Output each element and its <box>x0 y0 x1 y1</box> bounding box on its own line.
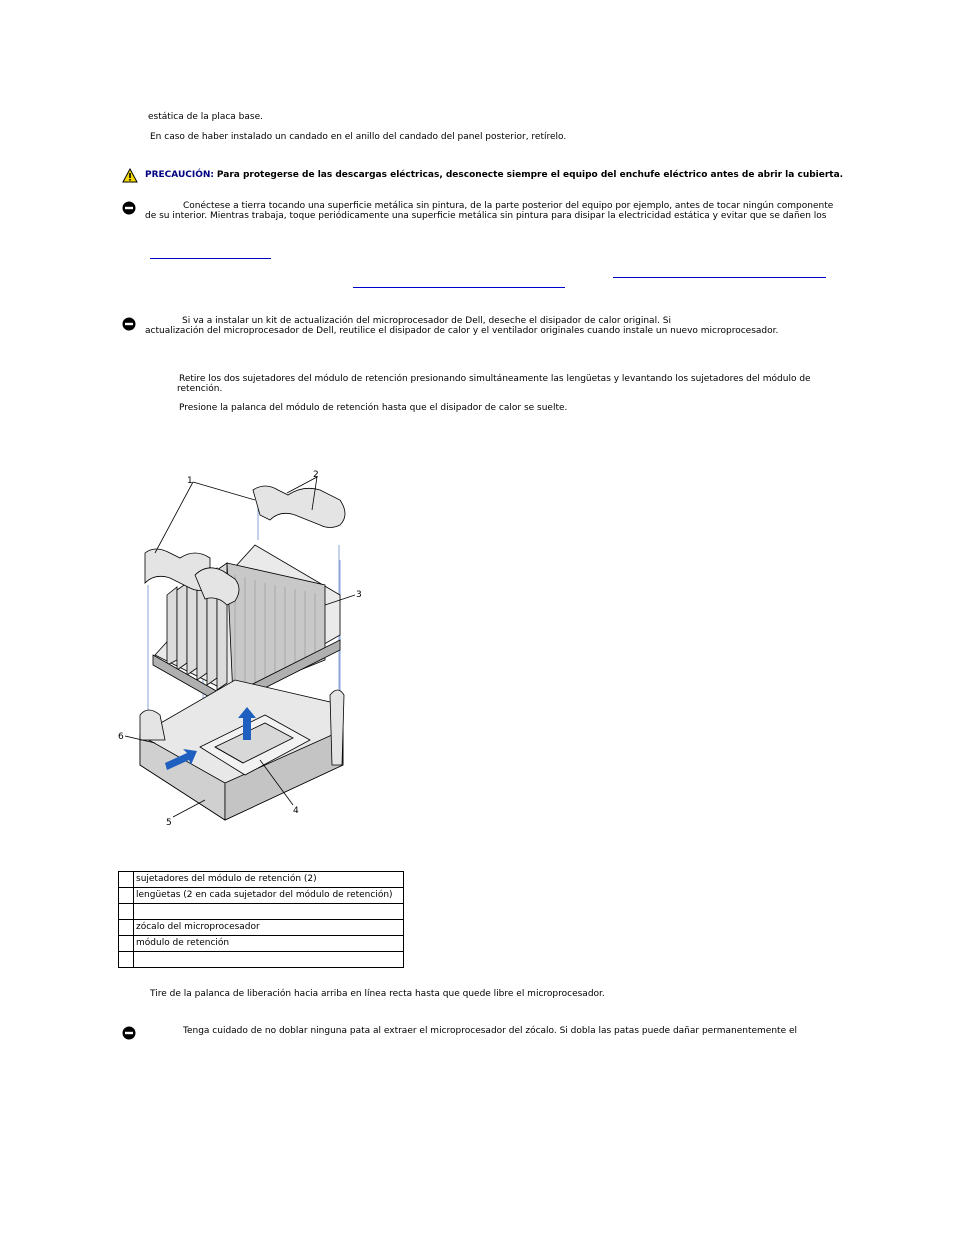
step2: Presione la palanca del módulo de retención hasta que el disipador de calor se suelte. <box>179 403 568 413</box>
legend-table <box>118 871 404 968</box>
callout-2: 2 <box>313 470 319 480</box>
table-row <box>119 920 404 936</box>
callout-5: 5 <box>166 818 172 828</box>
legend-label: lengüetas (2 en cada sujetador del módulo de retención) <box>134 888 404 904</box>
notice3-text: Tenga cuidado de no doblar ninguna pata al extraer el microprocesador del zócalo. Si dobla las patas puede dañar permanentemente el <box>183 1026 798 1036</box>
notice-circle-icon <box>122 317 136 331</box>
legend-label <box>134 904 404 920</box>
link-underline-1[interactable] <box>150 258 271 259</box>
legend-label: módulo de retención <box>134 936 404 952</box>
table-row <box>119 888 404 904</box>
table-row <box>119 872 404 888</box>
legend-label <box>134 952 404 968</box>
table-row <box>119 936 404 952</box>
legend-label: zócalo del microprocesador <box>134 920 404 936</box>
notice2-line2: actualización del microprocesador de Dell, reutilice el disipador de calor y el ventilador originales cuando instale un nuevo microprocesador. <box>145 326 779 336</box>
notice2-line1: Si va a instalar un kit de actualización del microprocesador de Dell, deseche el disipador de calor original. Si <box>182 316 672 326</box>
table-row <box>119 952 404 968</box>
step1-line1: Retire los dos sujetadores del módulo de retención presionando simultáneamente las lengüetas y levantando los sujetadores del módulo de <box>179 374 811 384</box>
warning-triangle-icon <box>122 168 138 183</box>
table-row <box>119 904 404 920</box>
step1-line2: retención. <box>177 384 223 394</box>
link-underline-3[interactable] <box>353 287 565 288</box>
legend-label: sujetadores del módulo de retención (2) <box>134 872 404 888</box>
callout-1: 1 <box>187 476 193 486</box>
notice1-line1: Conéctese a tierra tocando una superficie metálica sin pintura, de la parte posterior del equipo por ejemplo, antes de tocar ningún componente <box>183 201 834 211</box>
notice-circle-icon <box>122 1026 136 1040</box>
callout-3: 3 <box>356 590 362 600</box>
notice-circle-icon <box>122 201 136 215</box>
callout-4: 4 <box>293 806 299 816</box>
paragraph-padlock: En caso de haber instalado un candado en el anillo del candado del panel posterior, retírelo. <box>150 132 567 142</box>
paragraph-static: estática de la placa base. <box>148 112 263 122</box>
caution-text: Para protegerse de las descargas eléctricas, desconecte siempre el equipo del enchufe eléctrico antes de abrir la cubierta. <box>216 170 844 180</box>
notice1-line2: de su interior. Mientras trabaja, toque periódicamente una superficie metálica sin pintura para disipar la electricidad estática y evitar que se dañen los <box>145 211 827 221</box>
step3: Tire de la palanca de liberación hacia arriba en línea recta hasta que quede libre el microprocesador. <box>150 989 605 999</box>
heat-sink-removal-figure <box>115 465 375 830</box>
caution-label: PRECAUCIÓN: <box>145 170 215 180</box>
retention-clip-right <box>253 486 345 528</box>
callout-6: 6 <box>118 732 124 742</box>
caution-block <box>145 170 843 181</box>
link-underline-2[interactable] <box>613 277 826 278</box>
